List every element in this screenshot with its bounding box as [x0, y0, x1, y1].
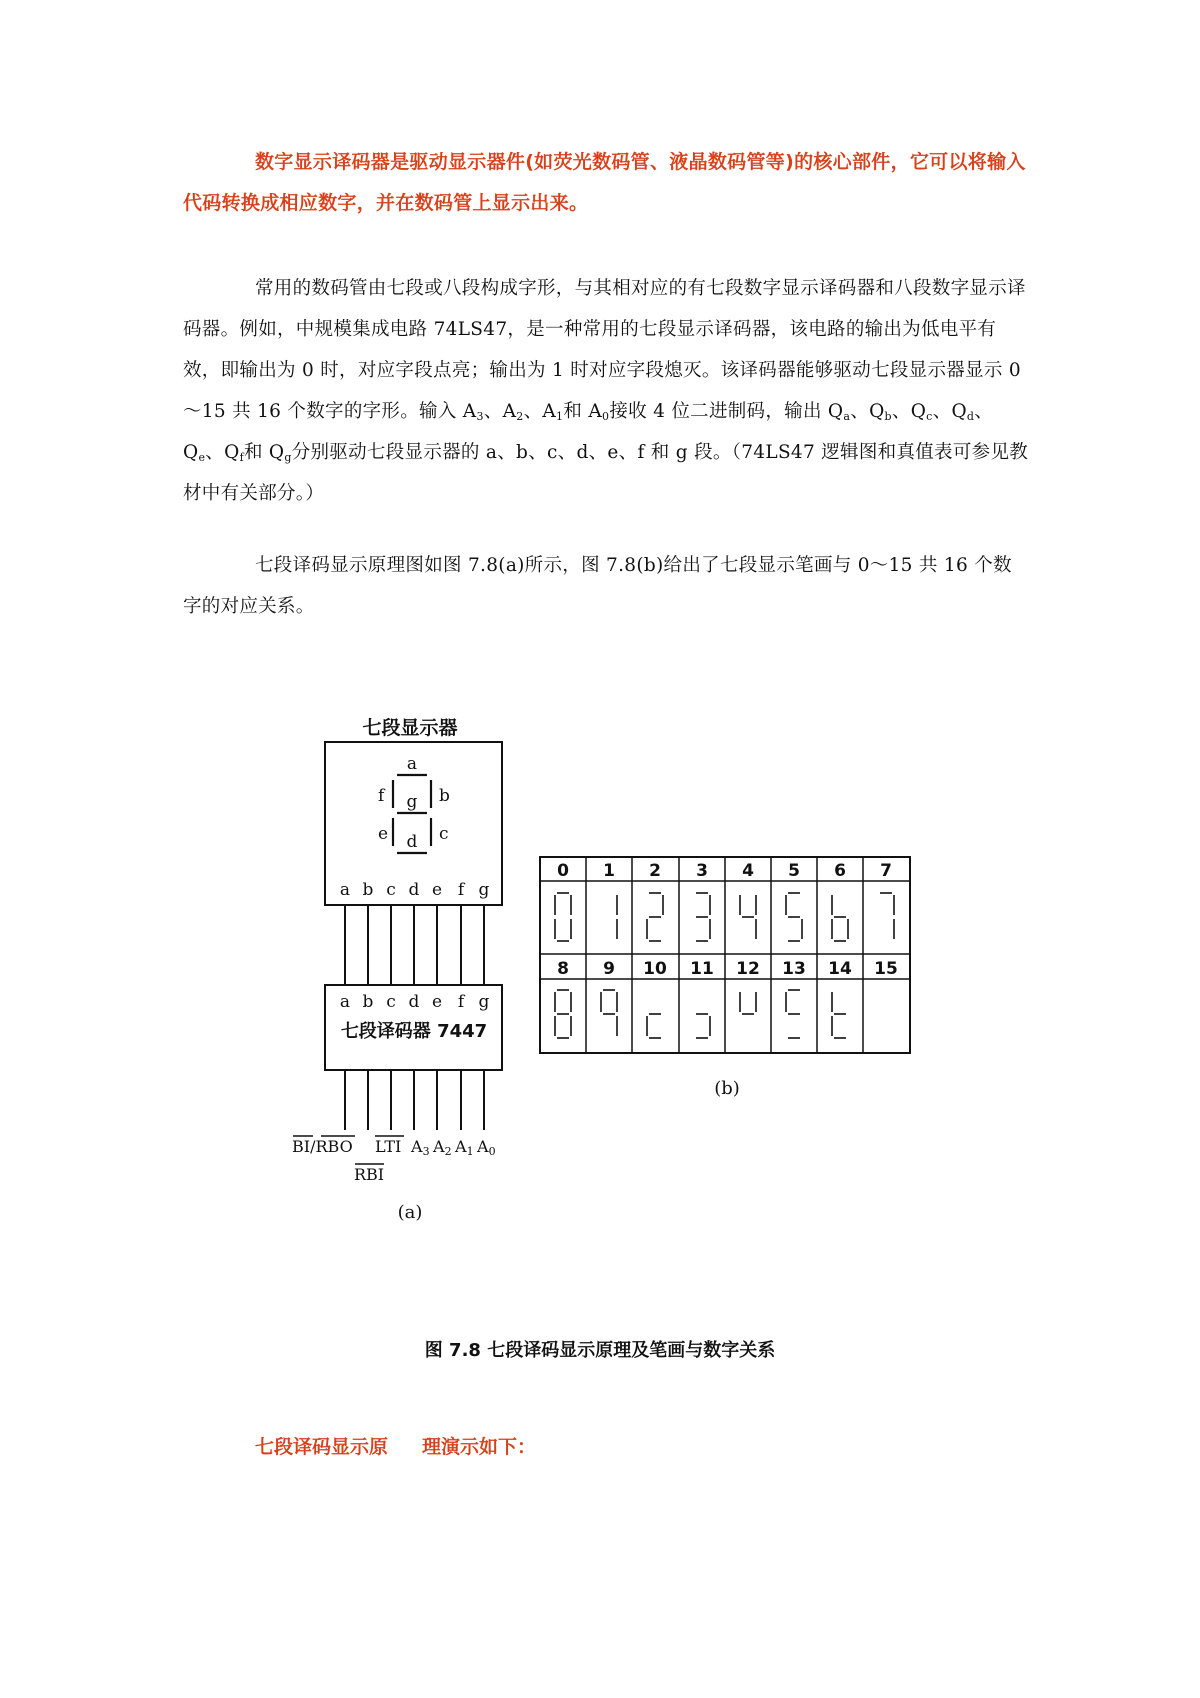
digit-header-13: 13	[782, 959, 806, 979]
seg-label-c: c	[439, 824, 449, 844]
pin-rbi: RBI	[354, 1165, 385, 1184]
bottom-heading: 七段译码显示原 理演示如下：	[255, 1436, 537, 1458]
body-paragraph-2: 七段译码显示原理图如图 7.8(a)所示，图 7.8(b)给出了七段显示笔画与 0～15 共 16 个数字的对应关系。	[183, 555, 1012, 617]
seg-label-e: e	[378, 824, 389, 844]
seg-label-f: f	[378, 786, 385, 806]
figure-caption: 图 7.8 七段译码显示原理及笔画与数字关系	[424, 1340, 776, 1361]
svg-text:c: c	[386, 992, 396, 1012]
svg-text:d: d	[408, 992, 420, 1012]
digit-header-0: 0	[557, 861, 569, 881]
pin-a3: A3	[411, 1137, 430, 1158]
svg-text:g: g	[478, 880, 490, 900]
digit-header-15: 15	[874, 959, 898, 979]
svg-text:b: b	[362, 992, 374, 1012]
body-paragraph-1: 常用的数码管由七段或八段构成字形，与其相对应的有七段数字显示译码器和八段数字显示译码器。例如，中规模集成电路 74LS47，是一种常用的七段显示译码器，该电路的输出为低电平有效，即输出为 0 时，对应字段点亮；输出为 1 时对应字段熄灭。该译码器能够驱动七段显示器显示 0～15 共 16 个数字的字形。输入 $A_3$、$A_2$、$A_1$和 $A_0$接收 4 位二进制码，输出 $Q_a$、$Q_b$、$Q_c$、$Q_d$、$Q_e$、$Q_f$和 $Q_g$分别驱动七段显示器的 a、b、c、d、e、f 和 g 段。（74LS47 逻辑图和真值表可参见教材中有关部分。）	[183, 278, 1029, 504]
svg-text:d: d	[408, 880, 420, 900]
decoder-pins	[340, 992, 490, 1012]
svg-text:f: f	[457, 992, 465, 1012]
seg-label-d: d	[406, 832, 418, 852]
segment-wires	[345, 905, 484, 985]
svg-text:b: b	[362, 880, 374, 900]
digit-header-5: 5	[788, 861, 800, 881]
digit-header-6: 6	[834, 861, 846, 881]
intro-paragraph: 数字显示译码器是驱动显示器件(如荧光数码管、液晶数码管等)的核心部件，它可以将输入代码转换成相应数字，并在数码管上显示出来。	[183, 151, 1026, 214]
pin-a2: A2	[433, 1137, 452, 1158]
display-title: 七段显示器	[362, 717, 458, 739]
digit-header-10: 10	[643, 959, 667, 979]
digit-header-1: 1	[603, 861, 615, 881]
digit-header-12: 12	[736, 959, 760, 979]
decoder-title: 七段译码器 7447	[340, 1021, 488, 1042]
digit-header-3: 3	[696, 861, 708, 881]
svg-text:g: g	[478, 992, 490, 1012]
svg-text:f: f	[457, 880, 465, 900]
digit-header-9: 9	[603, 959, 615, 979]
svg-text:c: c	[386, 880, 396, 900]
pin-a1: A1	[455, 1137, 474, 1158]
figure-a-label: (a)	[397, 1202, 423, 1223]
seg-label-a: a	[406, 754, 418, 774]
svg-text:e: e	[431, 992, 443, 1012]
figure-b-label: (b)	[714, 1078, 740, 1099]
svg-text:a: a	[339, 992, 351, 1012]
seg-label-g: g	[406, 792, 418, 812]
svg-text:e: e	[431, 880, 443, 900]
seg-label-b: b	[439, 786, 450, 806]
display-pins	[340, 880, 490, 900]
digit-header-8: 8	[557, 959, 569, 979]
pin-bi-rbo: BI/RBO	[292, 1137, 353, 1156]
svg-text:a: a	[339, 880, 351, 900]
digit-header-7: 7	[880, 861, 892, 881]
pin-a0: A0	[477, 1137, 496, 1158]
digit-header-14: 14	[828, 959, 852, 979]
digit-header-2: 2	[649, 861, 661, 881]
pin-lti: LTI	[375, 1137, 402, 1156]
digit-header-4: 4	[742, 861, 754, 881]
input-wires	[345, 1070, 484, 1130]
digit-header-11: 11	[690, 959, 714, 979]
digit-table-grid	[540, 857, 910, 1053]
